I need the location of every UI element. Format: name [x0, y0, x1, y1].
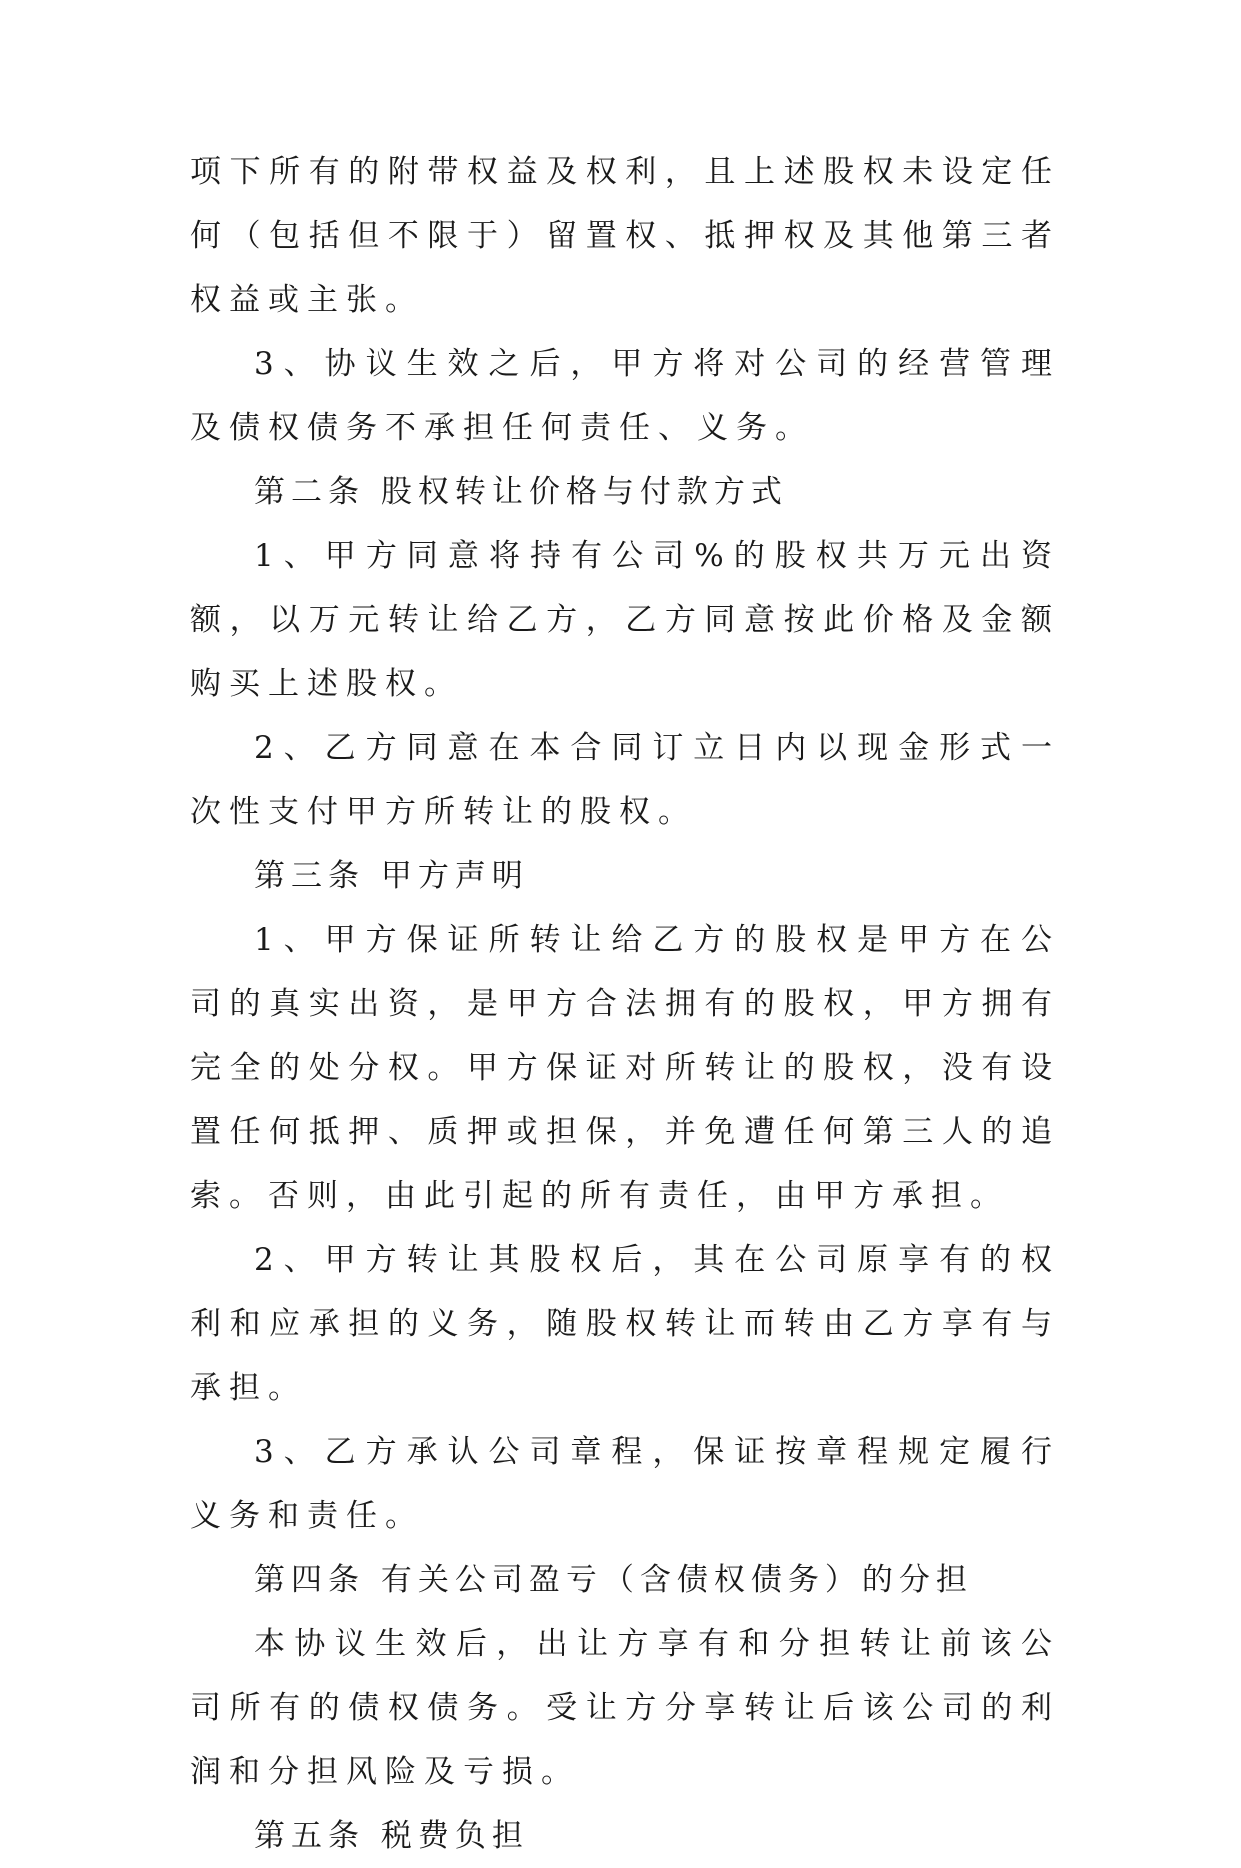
paragraph-item-2-rights-transfer: 2、甲方转让其股权后，其在公司原享有的权利和应承担的义务，随股权转让而转由乙方享有与承担。	[190, 1242, 1060, 1406]
article-5-heading: 第五条 税费负担	[254, 1818, 529, 1854]
paragraph-item-3-liability: 3、协议生效之后，甲方将对公司的经营管理及债权债务不承担任何责任、义务。	[190, 346, 1060, 446]
document-body	[190, 140, 1060, 1868]
paragraph-item-1-guarantee: 1、甲方保证所转让给乙方的股权是甲方在公司的真实出资，是甲方合法拥有的股权，甲方拥有完全的处分权。甲方保证对所转让的股权，没有设置任何抵押、质押或担保，并免遭任何第三人的追索。否则，由此引起的所有责任，由甲方承担。	[190, 922, 1060, 1214]
paragraph-item-1-price: 1、甲方同意将持有公司%的股权共万元出资额，以万元转让给乙方，乙方同意按此价格及金额购买上述股权。	[190, 538, 1060, 702]
article-4-heading: 第四条 有关公司盈亏（含债权债务）的分担	[254, 1562, 973, 1598]
article-2-heading: 第二条 股权转让价格与付款方式	[254, 474, 788, 510]
paragraph-item-3-charter: 3、乙方承认公司章程，保证按章程规定履行义务和责任。	[190, 1434, 1060, 1534]
paragraph-rights-continuation: 项下所有的附带权益及权利，且上述股权未设定任何（包括但不限于）留置权、抵押权及其他第三者权益或主张。	[190, 154, 1060, 318]
paragraph-profit-loss: 本协议生效后，出让方享有和分担转让前该公司所有的债权债务。受让方分享转让后该公司的利润和分担风险及亏损。	[190, 1626, 1060, 1790]
article-3-heading: 第三条 甲方声明	[254, 858, 529, 894]
paragraph-item-2-payment: 2、乙方同意在本合同订立日内以现金形式一次性支付甲方所转让的股权。	[190, 730, 1060, 830]
